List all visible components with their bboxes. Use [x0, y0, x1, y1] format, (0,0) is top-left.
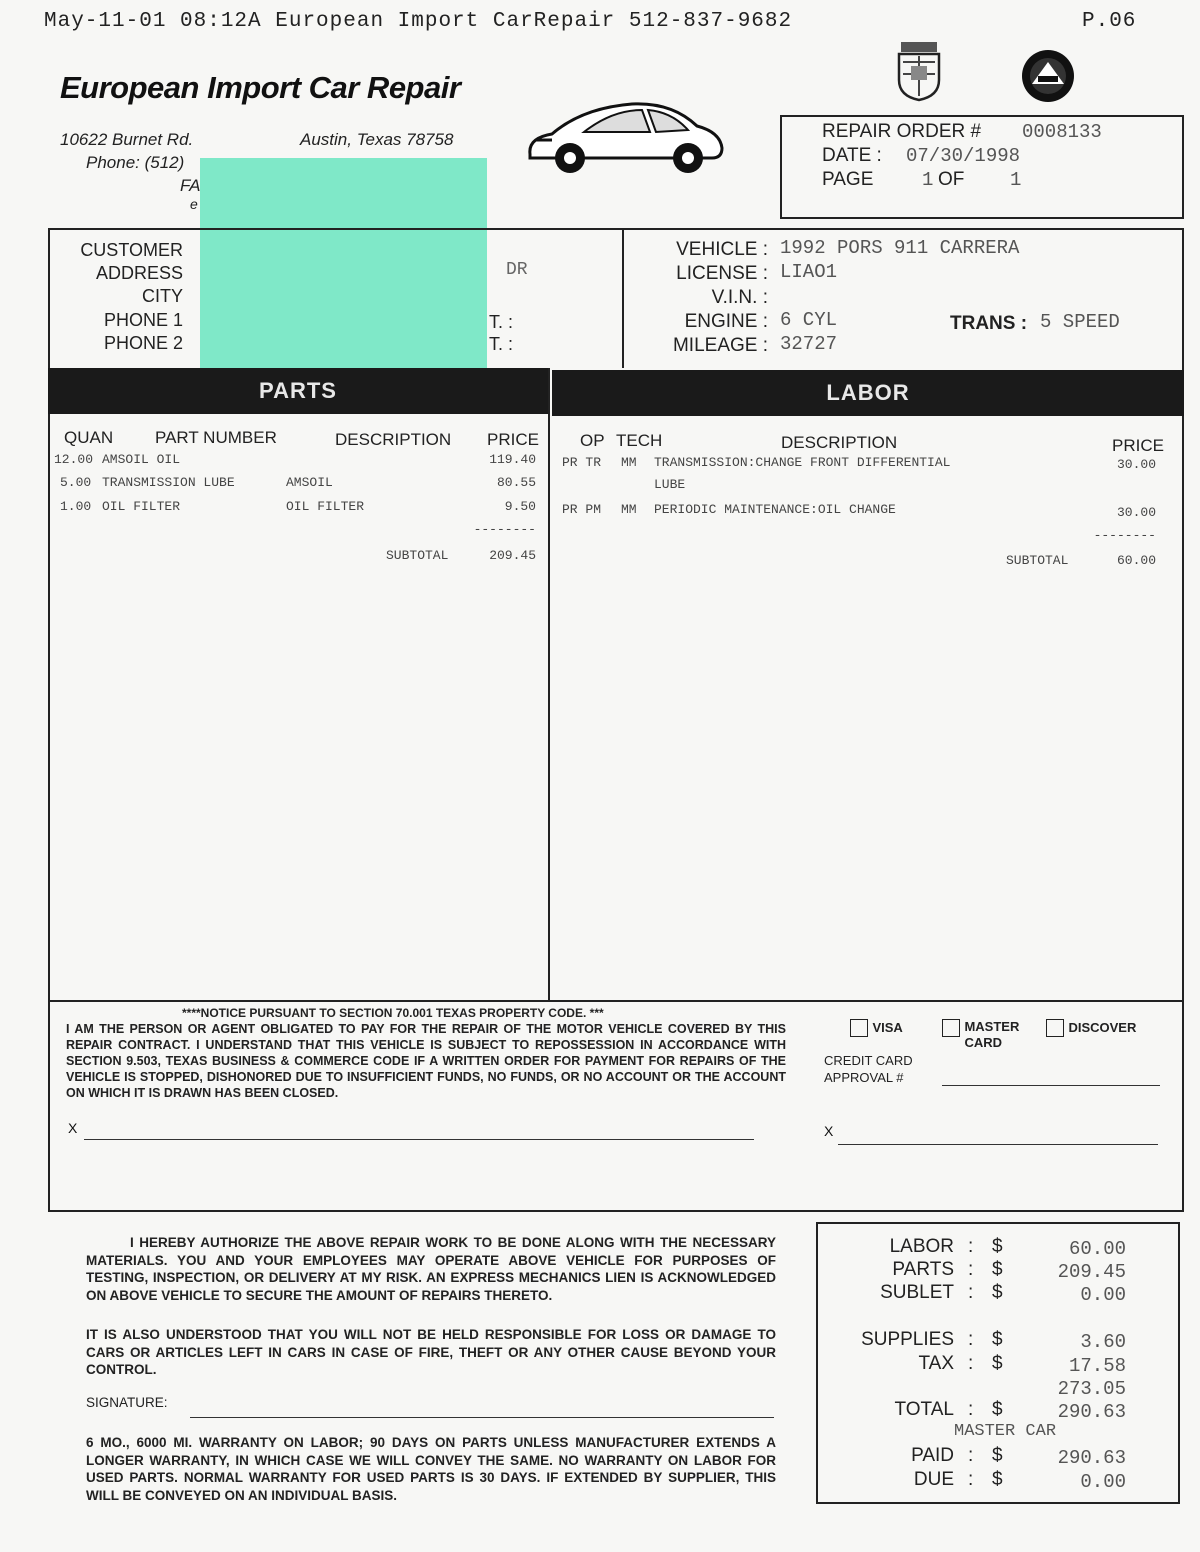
visa-checkbox[interactable] — [850, 1019, 868, 1037]
discover-label: DISCOVER — [1068, 1020, 1137, 1036]
grand-total-sep: : — [968, 1399, 974, 1420]
vin-label: V.I.N. : — [711, 287, 768, 308]
mileage-label: MILEAGE : — [672, 335, 768, 356]
labor-row-1-tech: MM — [621, 455, 637, 470]
customer-label: CUSTOMER — [80, 240, 183, 260]
grand-total-value: 290.63 — [1057, 1401, 1126, 1423]
parts-total-label: PARTS — [892, 1259, 954, 1280]
parts-total-currency: $ — [992, 1259, 1003, 1280]
labor-price-header: PRICE — [1112, 436, 1164, 455]
parts-labor-divider — [548, 368, 550, 1000]
address-suffix: DR — [506, 260, 528, 280]
page-label: PAGE — [822, 169, 874, 190]
labor-row-2-desc: PERIODIC MAINTENANCE:OIL CHANGE — [654, 502, 896, 517]
parts-section-header: PARTS — [48, 368, 548, 414]
parts-row-2-desc: AMSOIL — [286, 475, 333, 490]
supplies-total-value: 3.60 — [1080, 1331, 1126, 1353]
sublet-total-label: SUBLET — [880, 1282, 954, 1303]
labor-total-currency: $ — [992, 1236, 1003, 1257]
parts-row-3-part: OIL FILTER — [102, 499, 181, 514]
tax-total-value: 17.58 — [1068, 1355, 1126, 1377]
signature-label: SIGNATURE: — [86, 1395, 168, 1410]
visa-option[interactable] — [850, 1019, 903, 1037]
mileage-value: 32727 — [780, 333, 838, 355]
supplies-total-sep: : — [968, 1329, 974, 1350]
parts-number-header: PART NUMBER — [155, 428, 277, 447]
license-value: LIAO1 — [780, 261, 838, 283]
mastercard-checkbox[interactable] — [942, 1019, 960, 1037]
customer-signature-line[interactable] — [84, 1139, 754, 1140]
parts-total-value: 209.45 — [1057, 1261, 1126, 1283]
parts-desc-header: DESCRIPTION — [335, 430, 452, 449]
notice-x-mark: X — [68, 1120, 78, 1136]
labor-total-label: LABOR — [889, 1236, 954, 1257]
parts-quan-header: QUAN — [64, 428, 114, 447]
paid-value: 290.63 — [1057, 1447, 1126, 1469]
grand-total-currency: $ — [992, 1399, 1003, 1420]
trans-label: TRANS : — [950, 313, 1028, 334]
due-label: DUE — [913, 1469, 954, 1490]
company-street: 10622 Burnet Rd. — [60, 130, 194, 149]
card-signature-line[interactable] — [838, 1144, 1158, 1145]
discover-option[interactable] — [1046, 1019, 1136, 1037]
paid-sep: : — [968, 1445, 974, 1466]
visa-label: VISA — [872, 1020, 903, 1036]
trans-value: 5 SPEED — [1040, 311, 1120, 333]
company-fax: FA — [180, 176, 201, 195]
labor-row-1-price: 30.00 — [1116, 457, 1156, 472]
of-value: 1 — [1010, 169, 1022, 191]
parts-row-3-desc: OIL FILTER — [286, 499, 365, 514]
ase-seal-icon — [1020, 48, 1076, 104]
address-label: ADDRESS — [95, 263, 183, 283]
labor-section-header: LABOR — [552, 370, 1184, 416]
parts-row-3-quan: 1.00 — [60, 499, 92, 514]
engine-value: 6 CYL — [780, 309, 838, 331]
parts-row-1-price: 119.40 — [489, 452, 536, 467]
sublet-total-currency: $ — [992, 1282, 1003, 1303]
parts-row-1-quan: 12.00 — [54, 452, 94, 467]
labor-subtotal-value: 60.00 — [1116, 553, 1156, 568]
page-value: 1 — [922, 169, 934, 191]
approval-label: CREDIT CARD APPROVAL # — [824, 1053, 913, 1085]
parts-dashes: -------- — [473, 522, 536, 537]
of-label: OF — [938, 169, 965, 190]
header-divider — [622, 228, 624, 368]
supplies-total-currency: $ — [992, 1329, 1003, 1350]
car-illustration — [522, 96, 727, 178]
license-label: LICENSE : — [676, 263, 768, 284]
repair-order-number: 0008133 — [1022, 121, 1102, 143]
company-city: Austin, Texas 78758 — [300, 130, 454, 149]
parts-row-1-part: AMSOIL OIL — [102, 452, 181, 467]
sublet-total-sep: : — [968, 1282, 974, 1303]
engine-label: ENGINE : — [684, 311, 768, 332]
notice-body: I AM THE PERSON OR AGENT OBLIGATED TO PAY FOR THE REPAIR OF THE MOTOR VEHICLE COVERED BY THIS REPAIR CONTRACT. I UNDERSTAND THAT THIS VEHICLE IS SUBJECT TO REPOSSESSION IN ACCORDANCE WITH SECTION 9.503, TEXAS BUSINESS & COMMERCE CODE IF A WRITTEN ORDER FOR PAYMENT FOR REPAIRS OF THE VEHICLE IS STOPPED, DISHONORED DUE TO INSUFFICIENT FUNDS, NO FUNDS, OR NO ACCOUNT OR THE ACCOUNT ON WHICH IT IS DRAWN HAS BEEN CLOSED. — [66, 1022, 786, 1100]
parts-subtotal-label: SUBTOTAL — [386, 548, 449, 563]
discover-checkbox[interactable] — [1046, 1019, 1064, 1037]
mastercard-option[interactable] — [942, 1019, 1028, 1051]
notice-title: ****NOTICE PURSUANT TO SECTION 70.001 TEXAS PROPERTY CODE. *** — [182, 1006, 604, 1020]
payment-method: MASTER CAR — [954, 1422, 1057, 1441]
warranty-text: 6 MO., 6000 MI. WARRANTY ON LABOR; 90 DAYS ON PARTS UNLESS MANUFACTURER EXTENDS A LONGER WARRANTY, IN WHICH CASE WE WILL CONVEY THE SAME. NO WARRANTY ON LABOR FOR USED PARTS. NORMAL WARRANTY FOR USED PARTS IS 30 DAYS. IF EXTENDED BY SUPPLIER, THIS WILL BE CONVEYED ON AN INDIVIDUAL BASIS. — [86, 1435, 776, 1503]
labor-tech-header: TECH — [616, 431, 663, 450]
city-label: CITY — [141, 286, 183, 306]
porsche-crest-icon — [895, 40, 943, 102]
labor-row-2-tech: MM — [621, 502, 637, 517]
fax-page-number: P.06 — [1082, 10, 1137, 33]
labor-total-sep: : — [968, 1236, 974, 1257]
date-label: DATE : — [822, 145, 882, 166]
parts-total-sep: : — [968, 1259, 974, 1280]
pretotal-value: 273.05 — [1057, 1378, 1126, 1400]
labor-total-value: 60.00 — [1068, 1238, 1126, 1260]
grand-total-label: TOTAL — [894, 1399, 954, 1420]
labor-row-2-op: PR PM — [562, 502, 602, 517]
parts-row-2-part: TRANSMISSION LUBE — [102, 475, 235, 490]
date-value: 07/30/1998 — [906, 145, 1021, 167]
paid-currency: $ — [992, 1445, 1003, 1466]
phone1-label: PHONE 1 — [103, 310, 183, 330]
approval-number-line[interactable] — [942, 1085, 1160, 1086]
paid-label: PAID — [911, 1445, 954, 1466]
tax-total-sep: : — [968, 1353, 974, 1374]
due-currency: $ — [992, 1469, 1003, 1490]
mastercard-label: MASTER CARD — [964, 1019, 1020, 1050]
tax-total-currency: $ — [992, 1353, 1003, 1374]
labor-row-1-desc2: LUBE — [654, 477, 686, 492]
parts-row-2-price: 80.55 — [496, 475, 536, 490]
vehicle-label: VEHICLE : — [676, 239, 768, 260]
parts-subtotal-value: 209.45 — [489, 548, 536, 563]
responsibility-text: IT IS ALSO UNDERSTOOD THAT YOU WILL NOT BE HELD RESPONSIBLE FOR LOSS OR DAMAGE TO CARS OR ARTICLES LEFT IN CARS IN CASE OF FIRE, THEFT OR ANY OTHER CAUSE BEYOND YOUR CONTROL. — [86, 1327, 776, 1377]
authorization-text: I HEREBY AUTHORIZE THE ABOVE REPAIR WORK TO BE DONE ALONG WITH THE NECESSARY MATERIALS. YOU AND YOUR EMPLOYEES MAY OPERATE ABOVE VEHICLE FOR PURPOSES OF TESTING, INSPECTION, OR DELIVERY AT MY RISK. AN EXPRESS MECHANICS LIEN IS ACKNOWLEDGED ON ABOVE VEHICLE TO SECURE THE AMOUNT OF REPAIRS THERETO. — [86, 1235, 776, 1303]
repair-order-label: REPAIR ORDER # — [822, 121, 982, 142]
labor-op-header: OP — [580, 431, 605, 450]
parts-row-2-quan: 5.00 — [60, 475, 92, 490]
tax-total-label: TAX — [918, 1353, 954, 1374]
labor-desc-header: DESCRIPTION — [781, 433, 898, 452]
supplies-total-label: SUPPLIES — [861, 1329, 954, 1350]
vehicle-value: 1992 PORS 911 CARRERA — [780, 237, 1020, 259]
phone1-ext: T. : — [489, 312, 514, 332]
labor-dashes: -------- — [1093, 528, 1156, 543]
parts-row-3-price: 9.50 — [504, 499, 536, 514]
phone2-label: PHONE 2 — [103, 333, 183, 353]
notice-divider — [48, 1000, 1184, 1002]
approval-x-mark: X — [824, 1123, 834, 1139]
due-sep: : — [968, 1469, 974, 1490]
labor-row-1-desc: TRANSMISSION:CHANGE FRONT DIFFERENTIAL — [654, 455, 951, 470]
labor-row-2-price: 30.00 — [1116, 505, 1156, 520]
labor-subtotal-label: SUBTOTAL — [1006, 553, 1069, 568]
parts-price-header: PRICE — [487, 430, 539, 449]
company-phone: Phone: (512) — [86, 153, 185, 172]
company-email: e — [190, 196, 198, 212]
sublet-total-value: 0.00 — [1080, 1284, 1126, 1306]
labor-row-1-op: PR TR — [562, 455, 602, 470]
fax-header-text: May-11-01 08:12A European Import CarRepair 512-837-9682 — [44, 10, 793, 33]
phone2-ext: T. : — [489, 334, 514, 354]
company-name: European Import Car Repair — [60, 70, 461, 105]
authorization-signature-line[interactable] — [190, 1417, 774, 1418]
due-value: 0.00 — [1080, 1471, 1126, 1493]
